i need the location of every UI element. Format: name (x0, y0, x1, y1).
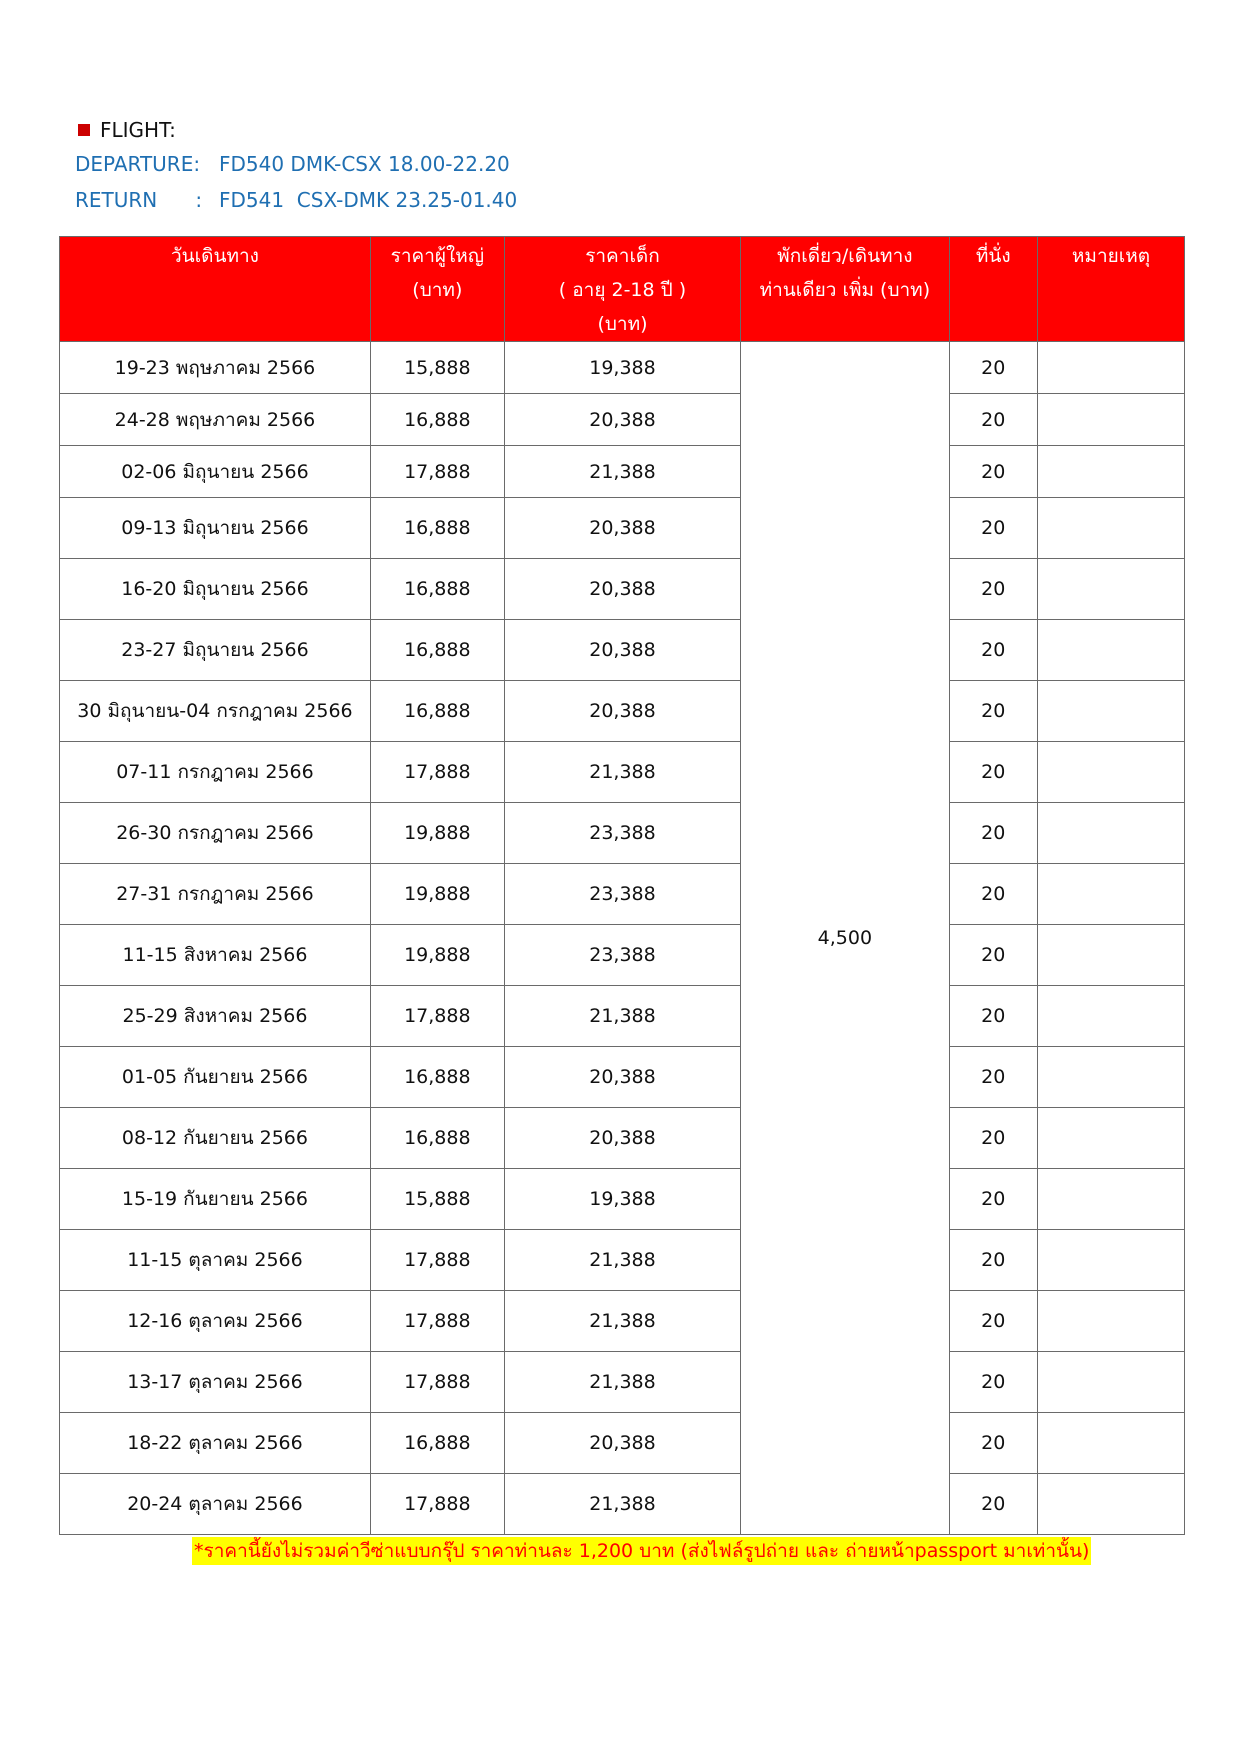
table-body (60, 342, 1185, 1535)
cell-seats: 20 (949, 1169, 1038, 1230)
cell-child-price: 20,388 (504, 1047, 740, 1108)
cell-child-price: 20,388 (504, 559, 740, 620)
table-row (60, 1230, 1185, 1291)
cell-adult-price: 16,888 (370, 498, 504, 559)
cell-remarks (1038, 803, 1185, 864)
cell-child-price: 20,388 (504, 681, 740, 742)
cell-adult-price: 19,888 (370, 864, 504, 925)
return-value: FD541 CSX-DMK 23.25-01.40 (219, 188, 518, 212)
cell-remarks (1038, 986, 1185, 1047)
cell-adult-price: 16,888 (370, 559, 504, 620)
cell-adult-price: 16,888 (370, 1108, 504, 1169)
cell-dates: 07-11 กรกฎาคม 2566 (60, 742, 371, 803)
cell-remarks (1038, 1413, 1185, 1474)
cell-remarks (1038, 446, 1185, 498)
cell-dates: 23-27 มิถุนายน 2566 (60, 620, 371, 681)
cell-remarks (1038, 742, 1185, 803)
cell-seats: 20 (949, 681, 1038, 742)
cell-child-price: 19,388 (504, 342, 740, 394)
cell-adult-price: 17,888 (370, 1230, 504, 1291)
flight-heading (75, 114, 517, 146)
cell-child-price: 21,388 (504, 742, 740, 803)
table-row (60, 681, 1185, 742)
table-row (60, 559, 1185, 620)
cell-seats: 20 (949, 620, 1038, 681)
cell-remarks (1038, 559, 1185, 620)
flight-info (75, 114, 517, 218)
cell-adult-price: 16,888 (370, 1047, 504, 1108)
cell-adult-price: 17,888 (370, 742, 504, 803)
cell-seats: 20 (949, 925, 1038, 986)
visa-note: *ราคานี้ยังไม่รวมค่าวีซ่าแบบกรุ๊ป ราคาท่านละ 1,200 บาท (ส่งไฟล์รูปถ่าย และ ถ่ายหน้าpassport มาเท่านั้น) (192, 1537, 1091, 1565)
cell-child-price: 23,388 (504, 864, 740, 925)
cell-child-price: 21,388 (504, 446, 740, 498)
cell-adult-price: 19,888 (370, 803, 504, 864)
cell-dates: 01-05 กันยายน 2566 (60, 1047, 371, 1108)
cell-remarks (1038, 1291, 1185, 1352)
table-row (60, 864, 1185, 925)
cell-seats: 20 (949, 1230, 1038, 1291)
cell-remarks (1038, 1474, 1185, 1535)
header-remarks: หมายเหตุ (1038, 237, 1185, 342)
cell-child-price: 20,388 (504, 620, 740, 681)
cell-dates: 30 มิถุนายน-04 กรกฎาคม 2566 (60, 681, 371, 742)
cell-child-price: 20,388 (504, 1413, 740, 1474)
cell-remarks (1038, 394, 1185, 446)
table-row (60, 925, 1185, 986)
cell-adult-price: 15,888 (370, 1169, 504, 1230)
cell-child-price: 19,388 (504, 1169, 740, 1230)
cell-seats: 20 (949, 394, 1038, 446)
cell-seats: 20 (949, 342, 1038, 394)
cell-dates: 13-17 ตุลาคม 2566 (60, 1352, 371, 1413)
cell-adult-price: 16,888 (370, 620, 504, 681)
cell-adult-price: 17,888 (370, 446, 504, 498)
cell-remarks (1038, 681, 1185, 742)
cell-dates: 25-29 สิงหาคม 2566 (60, 986, 371, 1047)
cell-remarks (1038, 925, 1185, 986)
table-row (60, 1474, 1185, 1535)
cell-remarks (1038, 1352, 1185, 1413)
cell-adult-price: 17,888 (370, 1352, 504, 1413)
cell-dates: 02-06 มิถุนายน 2566 (60, 446, 371, 498)
header-child-price: ราคาเด็ก ( อายุ 2-18 ปี ) (บาท) (504, 237, 740, 342)
cell-dates: 20-24 ตุลาคม 2566 (60, 1474, 371, 1535)
cell-adult-price: 17,888 (370, 986, 504, 1047)
cell-adult-price: 16,888 (370, 394, 504, 446)
table-row (60, 498, 1185, 559)
header-single-supplement: พักเดี่ยว/เดินทาง ท่านเดียว เพิ่ม (บาท) (741, 237, 949, 342)
cell-seats: 20 (949, 446, 1038, 498)
cell-dates: 12-16 ตุลาคม 2566 (60, 1291, 371, 1352)
table-row (60, 1047, 1185, 1108)
cell-child-price: 21,388 (504, 1352, 740, 1413)
cell-child-price: 21,388 (504, 1230, 740, 1291)
cell-dates: 11-15 ตุลาคม 2566 (60, 1230, 371, 1291)
cell-remarks (1038, 864, 1185, 925)
cell-remarks (1038, 1169, 1185, 1230)
cell-adult-price: 17,888 (370, 1291, 504, 1352)
cell-dates: 09-13 มิถุนายน 2566 (60, 498, 371, 559)
price-table (59, 236, 1185, 1535)
cell-seats: 20 (949, 864, 1038, 925)
cell-seats: 20 (949, 742, 1038, 803)
cell-seats: 20 (949, 559, 1038, 620)
cell-adult-price: 15,888 (370, 342, 504, 394)
cell-dates: 15-19 กันยายน 2566 (60, 1169, 371, 1230)
cell-seats: 20 (949, 1474, 1038, 1535)
cell-seats: 20 (949, 1047, 1038, 1108)
cell-seats: 20 (949, 1413, 1038, 1474)
table-row (60, 1291, 1185, 1352)
cell-seats: 20 (949, 986, 1038, 1047)
header-dates: วันเดินทาง (60, 237, 371, 342)
cell-dates: 27-31 กรกฎาคม 2566 (60, 864, 371, 925)
cell-remarks (1038, 1108, 1185, 1169)
table-row (60, 803, 1185, 864)
departure-line (75, 146, 517, 182)
cell-child-price: 20,388 (504, 1108, 740, 1169)
cell-adult-price: 16,888 (370, 1413, 504, 1474)
cell-seats: 20 (949, 803, 1038, 864)
header-adult-price: ราคาผู้ใหญ่ (บาท) (370, 237, 504, 342)
cell-child-price: 20,388 (504, 394, 740, 446)
cell-seats: 20 (949, 1108, 1038, 1169)
cell-child-price: 23,388 (504, 803, 740, 864)
cell-remarks (1038, 620, 1185, 681)
cell-dates: 19-23 พฤษภาคม 2566 (60, 342, 371, 394)
cell-seats: 20 (949, 1291, 1038, 1352)
cell-adult-price: 16,888 (370, 681, 504, 742)
cell-dates: 16-20 มิถุนายน 2566 (60, 559, 371, 620)
departure-label: DEPARTURE: (75, 152, 201, 176)
cell-remarks (1038, 1047, 1185, 1108)
cell-adult-price: 17,888 (370, 1474, 504, 1535)
return-label: RETURN : (75, 188, 203, 212)
flight-heading-text: FLIGHT: (100, 118, 176, 142)
cell-child-price: 21,388 (504, 1474, 740, 1535)
table-row (60, 446, 1185, 498)
cell-child-price: 21,388 (504, 1291, 740, 1352)
cell-remarks (1038, 1230, 1185, 1291)
cell-dates: 26-30 กรกฎาคม 2566 (60, 803, 371, 864)
cell-remarks (1038, 342, 1185, 394)
cell-dates: 08-12 กันยายน 2566 (60, 1108, 371, 1169)
square-bullet-icon (78, 124, 90, 136)
header-seats: ที่นั่ง (949, 237, 1038, 342)
cell-child-price: 20,388 (504, 498, 740, 559)
cell-dates: 24-28 พฤษภาคม 2566 (60, 394, 371, 446)
table-row (60, 986, 1185, 1047)
departure-value: FD540 DMK-CSX 18.00-22.20 (219, 152, 510, 176)
cell-adult-price: 19,888 (370, 925, 504, 986)
cell-seats: 20 (949, 498, 1038, 559)
table-row (60, 742, 1185, 803)
cell-dates: 18-22 ตุลาคม 2566 (60, 1413, 371, 1474)
table-row (60, 620, 1185, 681)
table-row (60, 1169, 1185, 1230)
cell-child-price: 21,388 (504, 986, 740, 1047)
cell-dates: 11-15 สิงหาคม 2566 (60, 925, 371, 986)
return-line (75, 182, 517, 218)
cell-single-supplement: 4,500 (741, 342, 949, 1535)
table-row (60, 1352, 1185, 1413)
table-row (60, 342, 1185, 394)
cell-child-price: 23,388 (504, 925, 740, 986)
cell-remarks (1038, 498, 1185, 559)
table-header-row (60, 237, 1185, 342)
cell-seats: 20 (949, 1352, 1038, 1413)
table-row (60, 1413, 1185, 1474)
table-row (60, 394, 1185, 446)
table-row (60, 1108, 1185, 1169)
